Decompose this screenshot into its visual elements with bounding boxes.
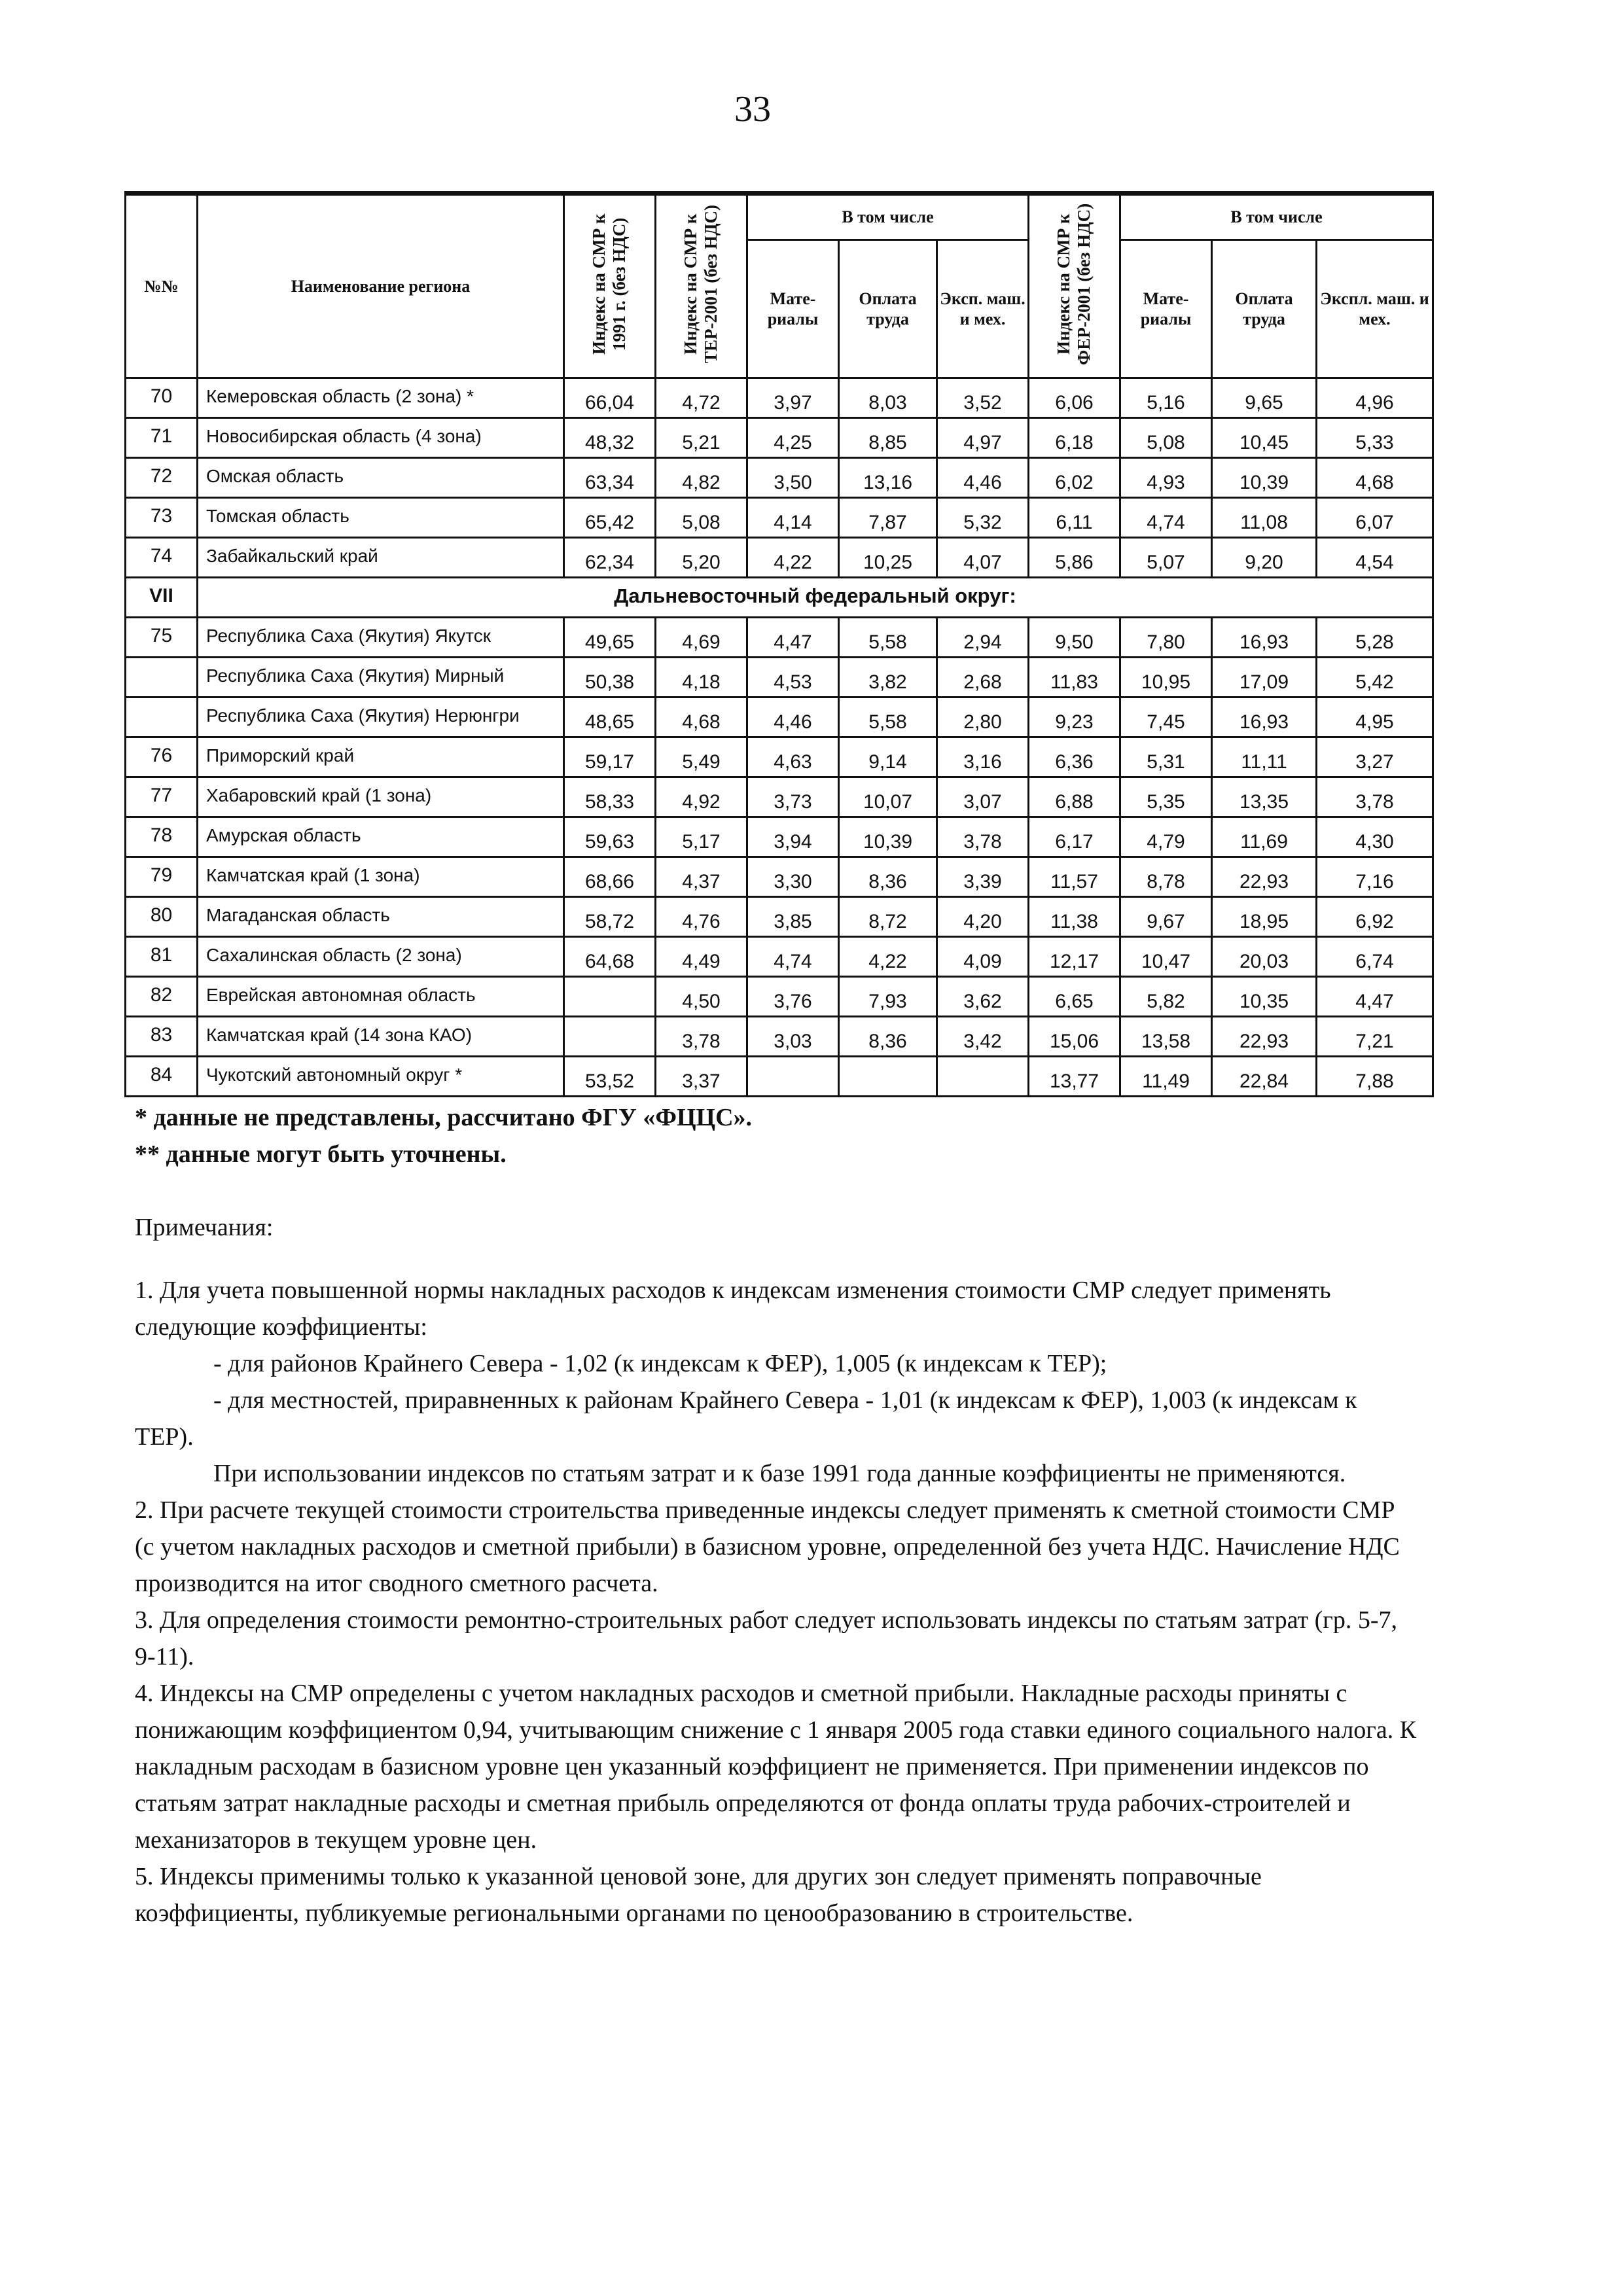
cell-smr-1991: 59,17 [564, 737, 656, 777]
note-1b: - для местностей, приравненных к районам Крайнего Севера - 1,01 (к индексам к ФЕР), 1,003 (к индексам к ТЕР). [135, 1386, 1357, 1451]
cell-smr-fer: 6,65 [1029, 977, 1120, 1017]
cell-smr-fer: 11,38 [1029, 897, 1120, 937]
table-row [126, 817, 1433, 857]
cell-labor-2: 10,45 [1212, 418, 1317, 458]
region-name: Камчатская край (14 зона КАО) [198, 1017, 564, 1057]
cell-machines-2: 7,16 [1317, 857, 1433, 897]
row-number: 80 [126, 897, 198, 937]
cell-labor-1: 9,14 [839, 737, 937, 777]
cell-materials-2: 5,35 [1120, 777, 1212, 817]
cell-smr-fer: 11,83 [1029, 658, 1120, 698]
table-section [126, 578, 1433, 618]
cell-labor-1: 5,58 [839, 698, 937, 737]
cell-machines-1: 3,07 [937, 777, 1029, 817]
cell-smr-1991: 48,65 [564, 698, 656, 737]
cell-smr-fer: 6,36 [1029, 737, 1120, 777]
header-labor-2: Оплата труда [1212, 239, 1317, 378]
cell-smr-fer: 9,50 [1029, 618, 1120, 658]
table-row [126, 538, 1433, 578]
footnote-1: * данные не представлены, рассчитано ФГУ «ФЦЦС». [135, 1104, 753, 1131]
region-name: Еврейская автономная область [198, 977, 564, 1017]
cell-machines-1: 3,62 [937, 977, 1029, 1017]
cell-labor-2: 16,93 [1212, 618, 1317, 658]
cell-materials-1 [747, 1057, 839, 1097]
cell-smr-ter: 5,17 [656, 817, 747, 857]
cell-labor-2: 11,11 [1212, 737, 1317, 777]
note-1a: - для районов Крайнего Севера - 1,02 (к индексам к ФЕР), 1,005 (к индексам к ТЕР); [213, 1350, 1107, 1377]
table-row [126, 857, 1433, 897]
table-row [126, 658, 1433, 698]
region-name: Камчатская край (1 зона) [198, 857, 564, 897]
table-row [126, 937, 1433, 977]
cell-smr-ter: 4,82 [656, 458, 747, 498]
table-row [126, 977, 1433, 1017]
cell-smr-1991: 62,34 [564, 538, 656, 578]
cell-machines-1: 3,16 [937, 737, 1029, 777]
cell-smr-ter: 4,76 [656, 897, 747, 937]
header-num: №№ [126, 194, 198, 378]
cell-machines-2: 6,74 [1317, 937, 1433, 977]
cell-smr-1991: 58,72 [564, 897, 656, 937]
cell-materials-2: 10,95 [1120, 658, 1212, 698]
cell-smr-ter: 4,49 [656, 937, 747, 977]
cell-smr-fer: 5,86 [1029, 538, 1120, 578]
row-number: 84 [126, 1057, 198, 1097]
table-body-siberia [126, 378, 1433, 578]
cell-machines-2: 4,68 [1317, 458, 1433, 498]
cell-smr-fer: 12,17 [1029, 937, 1120, 977]
cell-materials-2: 7,45 [1120, 698, 1212, 737]
region-name: Сахалинская область (2 зона) [198, 937, 564, 977]
cell-labor-2: 18,95 [1212, 897, 1317, 937]
row-number: 72 [126, 458, 198, 498]
header-smr-1991: Индекс на СМР к 1991 г. (без НДС) [564, 194, 656, 378]
table-row [126, 458, 1433, 498]
header-in-that-2: В том числе [1120, 194, 1433, 240]
cell-smr-1991: 64,68 [564, 937, 656, 977]
cell-labor-2: 10,35 [1212, 977, 1317, 1017]
cell-machines-2: 3,78 [1317, 777, 1433, 817]
cell-labor-1: 8,85 [839, 418, 937, 458]
cell-materials-2: 8,78 [1120, 857, 1212, 897]
cell-labor-2: 9,65 [1212, 378, 1317, 418]
cell-labor-1: 7,87 [839, 498, 937, 538]
cell-materials-2: 4,93 [1120, 458, 1212, 498]
cell-smr-fer: 6,11 [1029, 498, 1120, 538]
cell-machines-2: 5,33 [1317, 418, 1433, 458]
cell-machines-1: 3,42 [937, 1017, 1029, 1057]
header-smr-ter: Индекс на СМР к ТЕР-2001 (без НДС) [656, 194, 747, 378]
table-row [126, 897, 1433, 937]
region-name: Новосибирская область (4 зона) [198, 418, 564, 458]
note-5: 5. Индексы применимы только к указанной ценовой зоне, для других зон следует применять поправочные коэффициенты, публикуемые региональными органами по ценообразованию в строительстве. [135, 1863, 1262, 1927]
row-number: 73 [126, 498, 198, 538]
cell-materials-1: 3,50 [747, 458, 839, 498]
cell-machines-1: 4,97 [937, 418, 1029, 458]
cell-smr-fer: 15,06 [1029, 1017, 1120, 1057]
table-row [126, 1057, 1433, 1097]
row-number: 76 [126, 737, 198, 777]
cell-materials-2: 7,80 [1120, 618, 1212, 658]
cell-materials-1: 3,76 [747, 977, 839, 1017]
note-2: 2. При расчете текущей стоимости строительства приведенные индексы следует применять к сметной стоимости СМР (с учетом накладных расходов и сметной прибыли) в базисном уровне, определенной без учета НДС. Начисление НДС производится на итог сводного сметного расчета. [135, 1496, 1400, 1597]
region-name: Магаданская область [198, 897, 564, 937]
table-row [126, 698, 1433, 737]
cell-machines-1 [937, 1057, 1029, 1097]
cell-smr-1991: 58,33 [564, 777, 656, 817]
row-number: 81 [126, 937, 198, 977]
cell-labor-2: 22,84 [1212, 1057, 1317, 1097]
cell-materials-1: 4,74 [747, 937, 839, 977]
cell-labor-1: 4,22 [839, 937, 937, 977]
cell-machines-1: 4,07 [937, 538, 1029, 578]
cell-materials-2: 5,08 [1120, 418, 1212, 458]
cell-machines-1: 4,09 [937, 937, 1029, 977]
cell-smr-ter: 4,18 [656, 658, 747, 698]
region-name: Республика Саха (Якутия) Якутск [198, 618, 564, 658]
cell-materials-2: 13,58 [1120, 1017, 1212, 1057]
regional-index-table [124, 191, 1434, 1097]
notes-section [135, 1209, 1418, 1932]
cell-machines-2: 6,07 [1317, 498, 1433, 538]
cell-machines-2: 6,92 [1317, 897, 1433, 937]
header-materials-1: Мате-риалы [747, 239, 839, 378]
cell-smr-1991: 59,63 [564, 817, 656, 857]
cell-labor-1: 5,58 [839, 618, 937, 658]
cell-smr-ter: 4,92 [656, 777, 747, 817]
cell-smr-fer: 6,88 [1029, 777, 1120, 817]
cell-machines-2: 7,21 [1317, 1017, 1433, 1057]
cell-labor-1: 8,72 [839, 897, 937, 937]
cell-smr-ter: 4,72 [656, 378, 747, 418]
row-number: 75 [126, 618, 198, 658]
cell-labor-1: 8,36 [839, 1017, 937, 1057]
cell-materials-1: 3,03 [747, 1017, 839, 1057]
region-name: Забайкальский край [198, 538, 564, 578]
row-number: 74 [126, 538, 198, 578]
region-name: Хабаровский край (1 зона) [198, 777, 564, 817]
cell-smr-1991: 65,42 [564, 498, 656, 538]
cell-smr-ter: 5,08 [656, 498, 747, 538]
cell-smr-1991: 53,52 [564, 1057, 656, 1097]
cell-smr-1991: 68,66 [564, 857, 656, 897]
header-labor-1: Оплата труда [839, 239, 937, 378]
header-in-that-1: В том числе [747, 194, 1029, 240]
cell-machines-2: 4,96 [1317, 378, 1433, 418]
row-number: 83 [126, 1017, 198, 1057]
cell-smr-fer: 13,77 [1029, 1057, 1120, 1097]
cell-smr-ter: 4,69 [656, 618, 747, 658]
cell-smr-ter: 5,49 [656, 737, 747, 777]
row-number [126, 658, 198, 698]
cell-smr-ter: 5,20 [656, 538, 747, 578]
table-row [126, 418, 1433, 458]
cell-materials-1: 4,63 [747, 737, 839, 777]
cell-materials-2: 5,16 [1120, 378, 1212, 418]
note-4: 4. Индексы на СМР определены с учетом накладных расходов и сметной прибыли. Накладные расходы приняты с понижающим коэффициентом 0,94, учитывающим снижение с 1 января 2005 года ставки единого социального налога. К накладным расходам в базисном уровне цен указанный коэффициент не применяется. При применении индексов по статьям затрат накладные расходы и сметная прибыль определяются от фонда оплаты труда рабочих-строителей и механизаторов в текущем уровне цен. [135, 1680, 1417, 1854]
cell-smr-fer: 11,57 [1029, 857, 1120, 897]
cell-labor-2: 11,69 [1212, 817, 1317, 857]
cell-machines-1: 3,52 [937, 378, 1029, 418]
notes-title: Примечания: [135, 1214, 274, 1241]
region-name: Чукотский автономный округ * [198, 1057, 564, 1097]
region-name: Омская область [198, 458, 564, 498]
region-name: Приморский край [198, 737, 564, 777]
cell-labor-2: 13,35 [1212, 777, 1317, 817]
table-row [126, 777, 1433, 817]
cell-machines-2: 5,42 [1317, 658, 1433, 698]
cell-smr-fer: 6,17 [1029, 817, 1120, 857]
region-name: Амурская область [198, 817, 564, 857]
cell-materials-2: 5,07 [1120, 538, 1212, 578]
cell-materials-2: 9,67 [1120, 897, 1212, 937]
cell-labor-1: 8,36 [839, 857, 937, 897]
header-region-name: Наименование региона [198, 194, 564, 378]
cell-materials-1: 4,22 [747, 538, 839, 578]
cell-materials-2: 11,49 [1120, 1057, 1212, 1097]
cell-smr-1991: 66,04 [564, 378, 656, 418]
cell-labor-2: 9,20 [1212, 538, 1317, 578]
cell-labor-1: 7,93 [839, 977, 937, 1017]
footnotes [135, 1099, 1418, 1173]
cell-labor-1: 3,82 [839, 658, 937, 698]
cell-labor-1: 10,39 [839, 817, 937, 857]
cell-materials-1: 3,97 [747, 378, 839, 418]
region-name: Томская область [198, 498, 564, 538]
cell-materials-2: 4,74 [1120, 498, 1212, 538]
cell-machines-1: 3,39 [937, 857, 1029, 897]
table-body-far-east [126, 618, 1433, 1097]
row-number: 70 [126, 378, 198, 418]
table-row [126, 498, 1433, 538]
cell-machines-1: 2,94 [937, 618, 1029, 658]
row-number: 77 [126, 777, 198, 817]
cell-labor-1: 13,16 [839, 458, 937, 498]
cell-machines-1: 5,32 [937, 498, 1029, 538]
cell-smr-fer: 9,23 [1029, 698, 1120, 737]
cell-smr-ter: 5,21 [656, 418, 747, 458]
table-row [126, 378, 1433, 418]
cell-materials-1: 4,46 [747, 698, 839, 737]
cell-smr-1991: 50,38 [564, 658, 656, 698]
cell-machines-2: 5,28 [1317, 618, 1433, 658]
cell-materials-1: 4,47 [747, 618, 839, 658]
cell-materials-1: 3,94 [747, 817, 839, 857]
cell-labor-2: 22,93 [1212, 1017, 1317, 1057]
section-title: Дальневосточный федеральный округ: [198, 578, 1433, 618]
cell-labor-2: 20,03 [1212, 937, 1317, 977]
cell-machines-1: 3,78 [937, 817, 1029, 857]
section-num: VII [126, 578, 198, 618]
note-1: 1. Для учета повышенной нормы накладных расходов к индексам изменения стоимости СМР следует применять следующие коэффициенты: [135, 1277, 1331, 1341]
cell-smr-ter: 4,37 [656, 857, 747, 897]
cell-machines-1: 2,80 [937, 698, 1029, 737]
cell-smr-ter: 4,68 [656, 698, 747, 737]
cell-smr-ter: 4,50 [656, 977, 747, 1017]
region-name: Кемеровская область (2 зона) * [198, 378, 564, 418]
cell-machines-2: 7,88 [1317, 1057, 1433, 1097]
region-name: Республика Саха (Якутия) Нерюнгри [198, 698, 564, 737]
row-number [126, 698, 198, 737]
cell-smr-fer: 6,02 [1029, 458, 1120, 498]
cell-smr-fer: 6,06 [1029, 378, 1120, 418]
footnote-2: ** данные могут быть уточнены. [135, 1140, 507, 1168]
note-1c: При использовании индексов по статьям затрат и к базе 1991 года данные коэффициенты не применяются. [213, 1460, 1346, 1487]
row-number: 79 [126, 857, 198, 897]
cell-smr-1991 [564, 977, 656, 1017]
cell-smr-1991: 49,65 [564, 618, 656, 658]
cell-smr-ter: 3,37 [656, 1057, 747, 1097]
cell-materials-1: 4,25 [747, 418, 839, 458]
cell-labor-2: 17,09 [1212, 658, 1317, 698]
cell-materials-2: 10,47 [1120, 937, 1212, 977]
note-3: 3. Для определения стоимости ремонтно-строительных работ следует использовать индексы по статьям затрат (гр. 5-7, 9-11). [135, 1606, 1398, 1670]
table-row [126, 737, 1433, 777]
cell-materials-1: 4,14 [747, 498, 839, 538]
cell-smr-ter: 3,78 [656, 1017, 747, 1057]
cell-machines-1: 4,46 [937, 458, 1029, 498]
cell-machines-2: 4,95 [1317, 698, 1433, 737]
cell-machines-2: 4,30 [1317, 817, 1433, 857]
cell-labor-1: 10,07 [839, 777, 937, 817]
cell-smr-1991: 48,32 [564, 418, 656, 458]
cell-materials-1: 3,73 [747, 777, 839, 817]
cell-materials-1: 3,85 [747, 897, 839, 937]
cell-labor-2: 11,08 [1212, 498, 1317, 538]
cell-machines-2: 4,54 [1317, 538, 1433, 578]
cell-machines-2: 3,27 [1317, 737, 1433, 777]
header-smr-fer: Индекс на СМР к ФЕР-2001 (без НДС) [1029, 194, 1120, 378]
cell-smr-1991 [564, 1017, 656, 1057]
row-number: 82 [126, 977, 198, 1017]
cell-machines-1: 2,68 [937, 658, 1029, 698]
header-machines-2: Экспл. маш. и мех. [1317, 239, 1433, 378]
cell-labor-2: 16,93 [1212, 698, 1317, 737]
cell-labor-1: 8,03 [839, 378, 937, 418]
cell-materials-1: 3,30 [747, 857, 839, 897]
cell-labor-2: 22,93 [1212, 857, 1317, 897]
cell-labor-1: 10,25 [839, 538, 937, 578]
cell-machines-2: 4,47 [1317, 977, 1433, 1017]
row-number: 78 [126, 817, 198, 857]
cell-materials-2: 4,79 [1120, 817, 1212, 857]
cell-machines-1: 4,20 [937, 897, 1029, 937]
header-machines-1: Эксп. маш. и мех. [937, 239, 1029, 378]
cell-materials-2: 5,82 [1120, 977, 1212, 1017]
cell-smr-fer: 6,18 [1029, 418, 1120, 458]
region-name: Республика Саха (Якутия) Мирный [198, 658, 564, 698]
cell-smr-1991: 63,34 [564, 458, 656, 498]
page-number: 33 [734, 89, 771, 130]
cell-materials-1: 4,53 [747, 658, 839, 698]
cell-materials-2: 5,31 [1120, 737, 1212, 777]
cell-labor-2: 10,39 [1212, 458, 1317, 498]
cell-labor-1 [839, 1057, 937, 1097]
table-row [126, 1017, 1433, 1057]
header-materials-2: Мате-риалы [1120, 239, 1212, 378]
table-row [126, 618, 1433, 658]
row-number: 71 [126, 418, 198, 458]
